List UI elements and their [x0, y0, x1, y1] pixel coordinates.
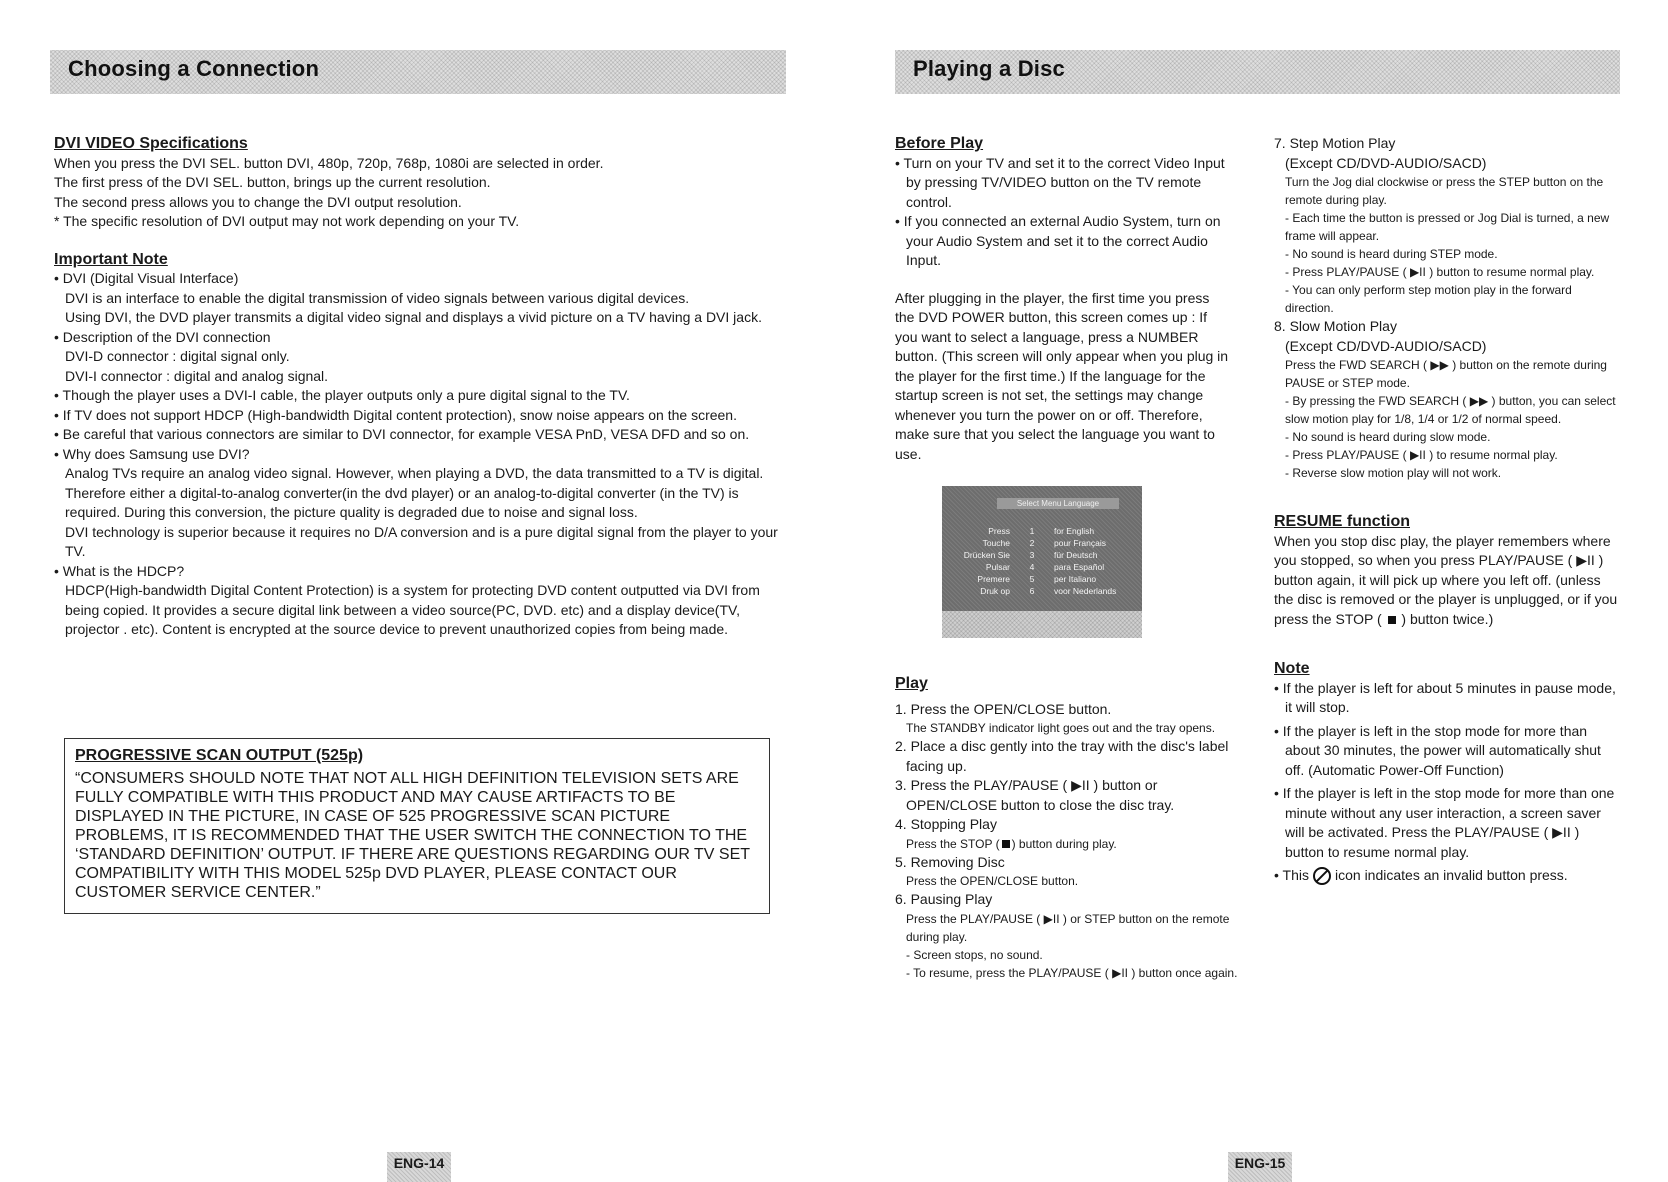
play-step-sub: Press the PLAY/PAUSE ( ▶II ) or STEP button on the remote during play. [906, 911, 1230, 944]
stop-icon [1002, 840, 1010, 848]
invalid-icon [1313, 867, 1331, 885]
resume-title: RESUME function [1274, 513, 1410, 530]
note-text: DVI-D connector : digital signal only. [65, 348, 290, 364]
left-column [54, 134, 784, 640]
note-bullet: • Why does Samsung use DVI? [54, 445, 250, 462]
play-step-dash: - Screen stops, no sound. [906, 947, 1043, 962]
tv-screen-title: Select Menu Language [997, 498, 1119, 509]
page-number-left: ENG-14 [387, 1152, 451, 1182]
tv-language-row: Drücken Sie 3 für Deutsch [963, 550, 1098, 560]
play-pause-icon: ▶II [1576, 552, 1595, 568]
page-number-right: ENG-15 [1228, 1152, 1292, 1182]
note-text: Analog TVs require an analog video signal. However, when playing a DVD, the data transmitted to a TV is digital. Therefore either a digital-to-analog converter(in the dvd player) or an analog-to-digital converter (in the TV) is required. During this conversion, the picture quality is degraded due to noise and signal loss. [65, 465, 764, 520]
tv-screen-display [942, 486, 1142, 611]
slow-motion-dash: - By pressing the FWD SEARCH ( ▶▶ ) button, you can select slow motion play for 1/8, 1/4 or 1/2 of normal speed. [1285, 394, 1616, 426]
progressive-scan-warning-box [64, 738, 770, 914]
slow-motion-dash: - No sound is heard during slow mode. [1285, 430, 1491, 444]
note-text: DVI technology is superior because it requires no D/A conversion and is a pure digital signal from the player to your TV. [65, 523, 778, 559]
play-step-head: 6. Pausing Play [895, 891, 993, 907]
important-note-title: Important Note [54, 250, 168, 268]
before-play-bullet: • If you connected an external Audio System, turn on your Audio System and set it to the correct Audio Input. [895, 213, 1221, 268]
play-step-head: 5. Removing Disc [895, 853, 1005, 870]
play-pause-icon: ▶II [1043, 911, 1060, 926]
play-pause-icon: ▶II [1112, 965, 1128, 980]
resume-text: When you stop disc play, the player remembers where you stopped, so when you press PLAY/PAUSE ( ▶II ) button again, it will pick up where you left off. (unless the disc is removed or the player is unplugged, or if you press the STOP ( ) button twice.) [1274, 532, 1618, 627]
note-bullet: • DVI (Digital Visual Interface) [54, 270, 239, 286]
note-text: DVI-I connector : digital and analog signal. [65, 367, 329, 384]
fwd-search-icon: ▶▶ [1430, 358, 1449, 372]
note-bullet: • This icon indicates an invalid button press. [1274, 866, 1619, 886]
dvi-spec-line: When you press the DVI SEL. button DVI, 480p, 720p, 768p, 1080i are selected in order. [54, 154, 604, 171]
stop-icon [1388, 616, 1396, 624]
tv-language-row: Premere 5 per Italiano [977, 574, 1097, 584]
step-motion-dash: - No sound is heard during STEP mode. [1285, 247, 1498, 261]
step-motion-except: (Except CD/DVD-AUDIO/SACD) [1285, 154, 1487, 171]
slow-motion-head: 8. Slow Motion Play [1274, 318, 1397, 334]
play-pause-icon: ▶II [1552, 824, 1571, 840]
note-bullet: • Be careful that various connectors are similar to DVI connector, for example VESA PnD, VESA DFD and so on. [54, 426, 750, 442]
play-step-head: 2. Place a disc gently into the tray with the disc's label facing up. [895, 738, 1229, 774]
dvi-spec-line: The first press of the DVI SEL. button, brings up the current resolution. [54, 174, 491, 190]
left-page-title: Choosing a Connection [68, 56, 320, 81]
note-bullet: • If the player is left for about 5 minutes in pause mode, it will stop. [1274, 679, 1616, 715]
step-motion-dash: - Press PLAY/PAUSE ( ▶II ) button to resume normal play. [1285, 265, 1595, 279]
step-motion-head: 7. Step Motion Play [1274, 135, 1396, 151]
warning-text: “CONSUMERS SHOULD NOTE THAT NOT ALL HIGH DEFINITION TELEVISION SETS ARE FULLY COMPATIBLE WITH THIS PRODUCT AND MAY CAUSE ARTIFACTS TO BE DISPLAYED IN THE PICTURE, IN CASE OF 525 PROGRESSIVE SCAN PICTURE PROBLEMS, IT IS RECOMMENDED THAT THE USER SWITCH THE CONNECTION TO THE ‘STANDARD DEFINITION’ OUTPUT. IF THERE ARE QUESTIONS REGARDING OUR TV SET COMPATIBILITY WITH THIS MODEL 525p DVD PLAYER, PLEASE CONTACT OUR CUSTOMER SERVICE CENTER.” [75, 770, 750, 901]
step-motion-dash: - You can only perform step motion play in the forward direction. [1285, 283, 1572, 315]
note-title: Note [1274, 660, 1310, 677]
play-pause-icon: ▶II [1409, 448, 1426, 462]
before-play-paragraph: After plugging in the player, the first time you press the DVD POWER button, this screen comes up : If you want to select a language, press a NUMBER button. (This screen will only appear when you plug in the player for the first time.) If the language for the startup screen is not set, the settings may change whenever you turn the power on or off. Therefore, make sure that you select the language you want to use. [895, 289, 1229, 462]
note-bullet: • What is the HDCP? [54, 562, 185, 579]
language-select-screen [942, 486, 1142, 638]
before-play-bullet: • Turn on your TV and set it to the correct Video Input by pressing TV/VIDEO button on the TV remote control. [895, 154, 1225, 210]
slow-motion-sub: Press the FWD SEARCH ( ▶▶ ) button on the remote during PAUSE or STEP mode. [1285, 358, 1607, 390]
dvi-spec-line: * The specific resolution of DVI output may not work depending on your TV. [54, 213, 520, 229]
slow-motion-dash: - Press PLAY/PAUSE ( ▶II ) to resume normal play. [1285, 448, 1558, 462]
play-pause-icon: ▶II [1409, 265, 1426, 279]
tv-language-row: Druk op 6 voor Nederlands [980, 586, 1117, 596]
play-step-head: 1. Press the OPEN/CLOSE button. [895, 700, 1112, 717]
note-text: DVI is an interface to enable the digital transmission of video signals between various digital devices. [65, 289, 690, 306]
play-step-sub: Press the OPEN/CLOSE button. [906, 874, 1079, 888]
tv-language-row: Press 1 for English [988, 526, 1095, 536]
slow-motion-dash: - Reverse slow motion play will not work. [1285, 466, 1502, 480]
play-step-head: 4. Stopping Play [895, 816, 997, 832]
note-bullet: • If TV does not support HDCP (High-bandwidth Digital content protection), snow noise appears on the screen. [54, 406, 737, 423]
play-section [895, 674, 1240, 982]
dvi-spec-title: DVI VIDEO Specifications [54, 135, 248, 152]
play-pause-icon: ▶II [1071, 777, 1090, 793]
play-title: Play [895, 675, 928, 692]
play-step-sub: Press the STOP ( ) button during play. [906, 836, 1117, 851]
note-bullet: • If the player is left in the stop mode for more than one minute without any user interaction, a screen saver will be activated. Press the PLAY/PAUSE ( ▶II ) button to resume normal play. [1274, 785, 1615, 860]
right-page-header [895, 50, 1620, 94]
note-bullet: • Though the player uses a DVI-I cable, the player outputs only a pure digital signal to the TV. [54, 387, 630, 403]
right-column-1 [895, 134, 1230, 464]
step-motion-dash: - Each time the button is pressed or Jog Dial is turned, a new frame will appear. [1285, 211, 1610, 243]
note-bullet: • Description of the DVI connection [54, 328, 271, 345]
right-column-2 [1274, 134, 1619, 886]
play-step-dash: - To resume, press the PLAY/PAUSE ( ▶II ) button once again. [906, 965, 1238, 980]
play-step-sub: The STANDBY indicator light goes out and the tray opens. [906, 721, 1216, 735]
note-text: Using DVI, the DVD player transmits a digital video signal and displays a vivid picture on a TV having a DVI jack. [65, 309, 762, 325]
play-step-head: 3. Press the PLAY/PAUSE ( ▶II ) button or OPEN/CLOSE button to close the disc tray. [895, 777, 1175, 813]
right-page-title: Playing a Disc [913, 56, 1065, 81]
step-motion-sub: Turn the Jog dial clockwise or press the STEP button on the remote during play. [1285, 175, 1604, 207]
tv-language-row: Touche 2 pour Français [982, 538, 1106, 548]
slow-motion-except: (Except CD/DVD-AUDIO/SACD) [1285, 337, 1487, 354]
note-bullet: • If the player is left in the stop mode for more than about 30 minutes, the power will automatically shut off. (Automatic Power-Off Function) [1274, 722, 1601, 778]
fwd-search-icon: ▶▶ [1469, 394, 1489, 408]
warning-title: PROGRESSIVE SCAN OUTPUT (525p) [75, 747, 364, 764]
dvi-spec-line: The second press allows you to change the DVI output resolution. [54, 193, 462, 210]
tv-language-row: Pulsar 4 para Español [985, 562, 1105, 572]
note-text: HDCP(High-bandwidth Digital Content Protection) is a system for protecting DVD content outputted via DVI from being copied. It provides a secure digital link between a video source(PC, DVD. etc) and a display device(TV, projector . etc). Content is encrypted at the source device to prevent unauthorized copies from being made. [65, 582, 760, 637]
left-page-header [50, 50, 786, 94]
before-play-title: Before Play [895, 135, 984, 152]
